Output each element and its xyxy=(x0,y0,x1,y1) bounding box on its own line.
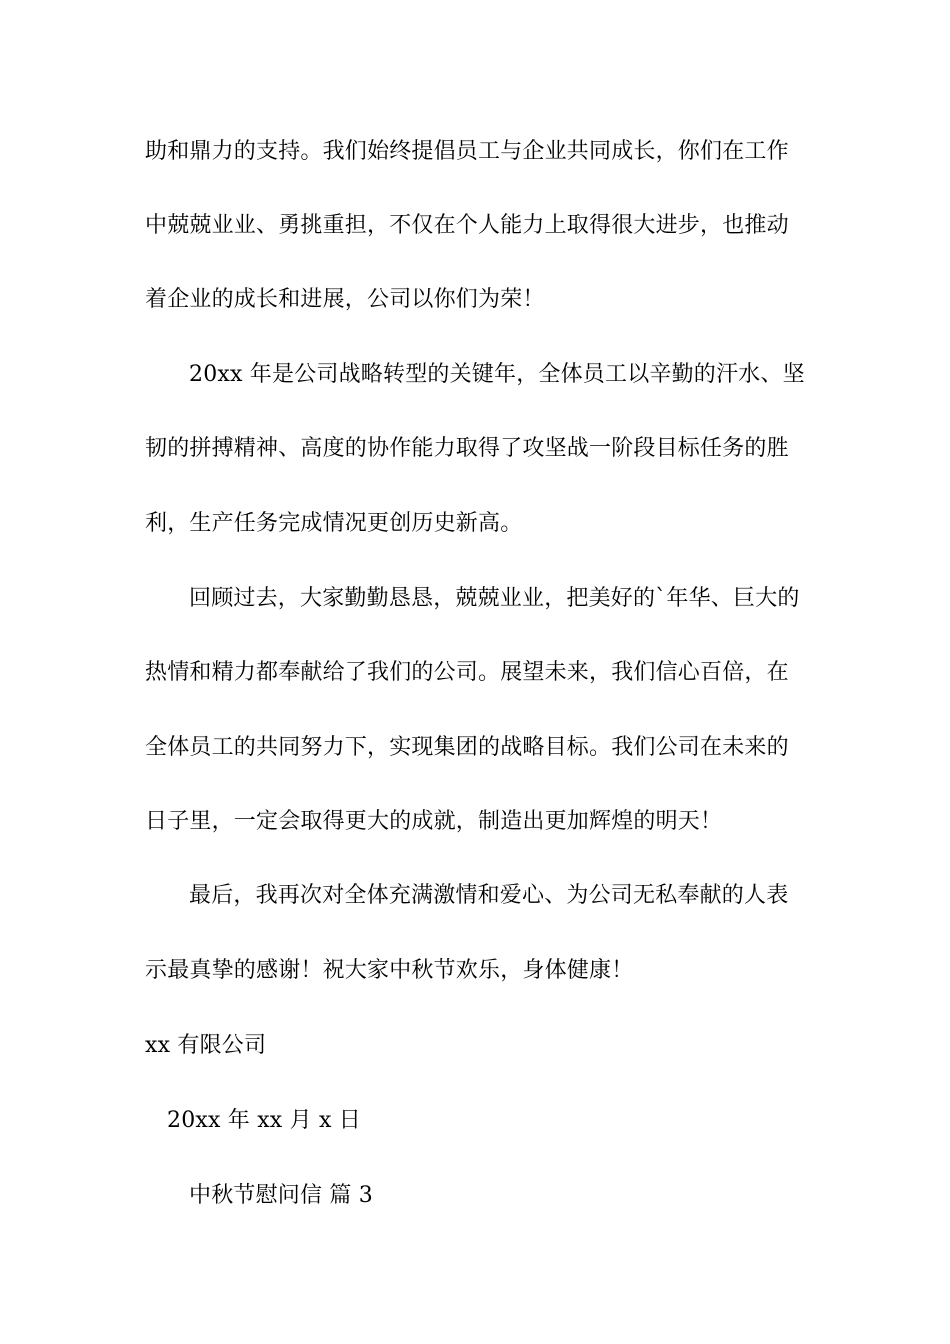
body-line: 示最真挚的感谢！祝大家中秋节欢乐，身体健康！ xyxy=(145,958,634,983)
section-heading: 中秋节慰问信 篇 3 xyxy=(189,1183,373,1208)
paragraph-first-line: 20xx 年是公司战略转型的关键年，全体员工以辛勤的汗水、坚 xyxy=(189,362,805,387)
body-line: 利，生产任务完成情况更创历史新高。 xyxy=(145,511,523,536)
signature-date: 20xx 年 xx 月 x 日 xyxy=(167,1108,361,1133)
body-line: 助和鼎力的支持。我们始终提倡员工与企业共同成长，你们在工作 xyxy=(145,139,789,164)
body-line: 中兢兢业业、勇挑重担，不仅在个人能力上取得很大进步，也推动 xyxy=(145,213,789,238)
paragraph-first-line: 最后，我再次对全体充满激情和爱心、为公司无私奉献的人表 xyxy=(189,883,789,908)
body-line: 着企业的成长和进展，公司以你们为荣！ xyxy=(145,287,545,312)
body-line: 全体员工的共同努力下，实现集团的战略目标。我们公司在未来的 xyxy=(145,735,789,760)
paragraph-first-line: 回顾过去，大家勤勤恳恳，兢兢业业，把美好的`年华、巨大的 xyxy=(189,586,800,611)
body-line: 热情和精力都奉献给了我们的公司。展望未来，我们信心百倍，在 xyxy=(145,660,789,685)
signature-company: xx 有限公司 xyxy=(145,1033,267,1058)
body-line: 韧的拼搏精神、高度的协作能力取得了攻坚战一阶段目标任务的胜 xyxy=(145,436,789,461)
body-line: 日子里，一定会取得更大的成就，制造出更加辉煌的明天！ xyxy=(145,809,723,834)
